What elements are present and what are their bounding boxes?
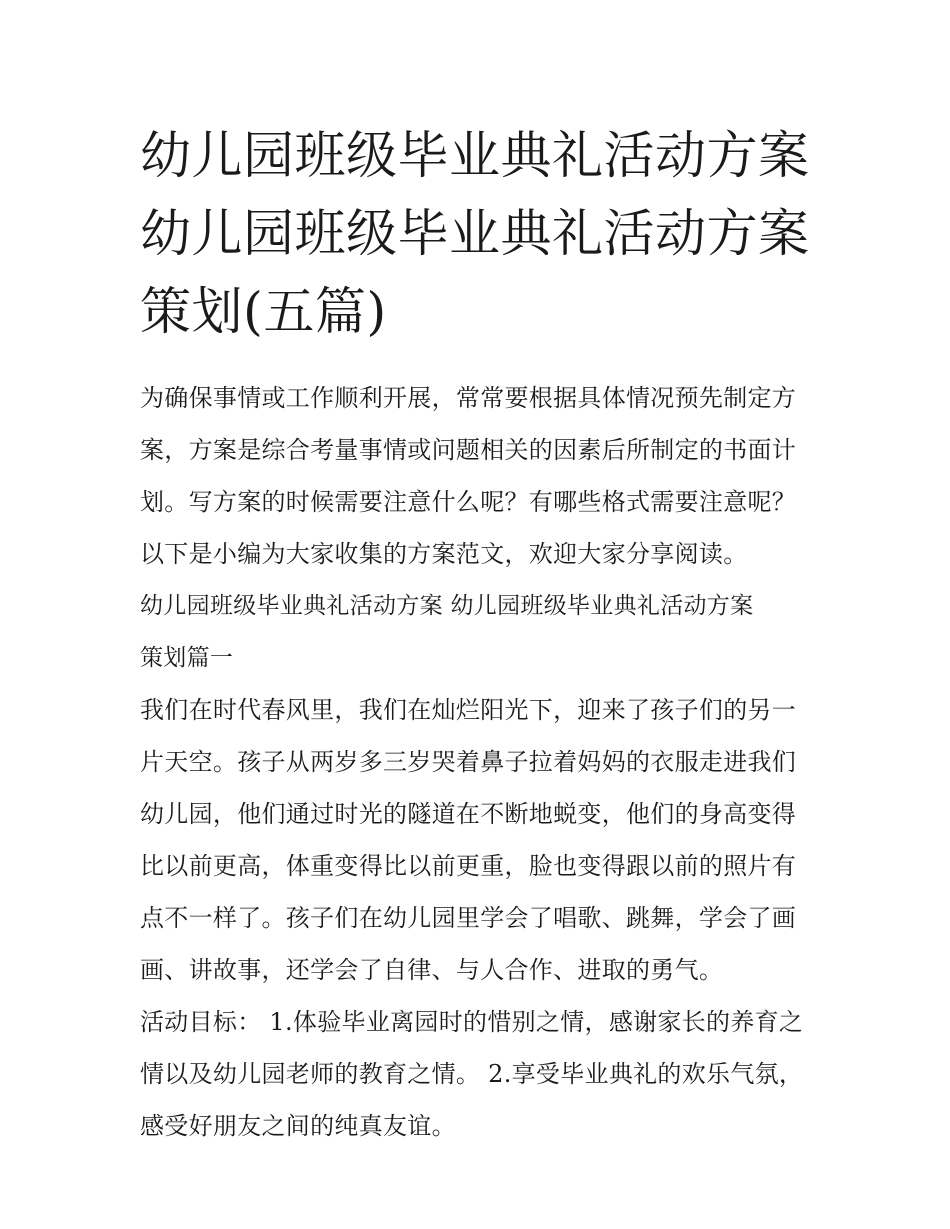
text-line: 幼儿园，他们通过时光的隧道在不断地蜕变，他们的身高变得 [140,800,797,828]
text-line: 为确保事情或工作顺利开展，常常要根据具体情况预先制定方 [140,384,797,412]
document-content [140,118,820,1152]
text-line: 比以前更高，体重变得比以前更重，脸也变得跟以前的照片有 [140,852,797,880]
text-line: 我们在时代春风里，我们在灿烂阳光下，迎来了孩子们的另一 [140,696,797,724]
text-line: 点不一样了。孩子们在幼儿园里学会了唱歌、跳舞，学会了画 [140,904,797,932]
text-line: 情以及幼儿园老师的教育之情。 2.享受毕业典礼的欢乐气氛， [140,1060,804,1088]
text-line: 感受好朋友之间的纯真友谊。 [140,1112,456,1140]
title-line: 幼儿园班级毕业典礼活动方案 [140,127,810,186]
document-body [140,372,820,1152]
text-line: 画、讲故事，还学会了自律、与人合作、进取的勇气。 [140,956,724,984]
title-line: 幼儿园班级毕业典礼活动方案 [140,205,810,264]
text-line: 活动目标： 1.体验毕业离园时的惜别之情，感谢家长的养育之 [140,1008,804,1036]
intro-paragraph [140,372,820,580]
section-heading [140,580,820,684]
text-line: 以下是小编为大家收集的方案范文，欢迎大家分享阅读。 [140,540,748,568]
heading-line: 幼儿园班级毕业典礼活动方案 幼儿园班级毕业典礼活动方案 [140,593,754,619]
text-line: 划。写方案的时候需要注意什么呢？有哪些格式需要注意呢？ [140,488,797,516]
goals-paragraph [140,996,820,1152]
title-line: 策划(五篇) [140,283,387,342]
text-line: 片天空。孩子从两岁多三岁哭着鼻子拉着妈妈的衣服走进我们 [140,748,797,776]
text-line: 案，方案是综合考量事情或问题相关的因素后所制定的书面计 [140,436,797,464]
document-title [140,118,820,352]
body-paragraph [140,684,820,996]
heading-line: 策划篇一 [140,645,234,671]
